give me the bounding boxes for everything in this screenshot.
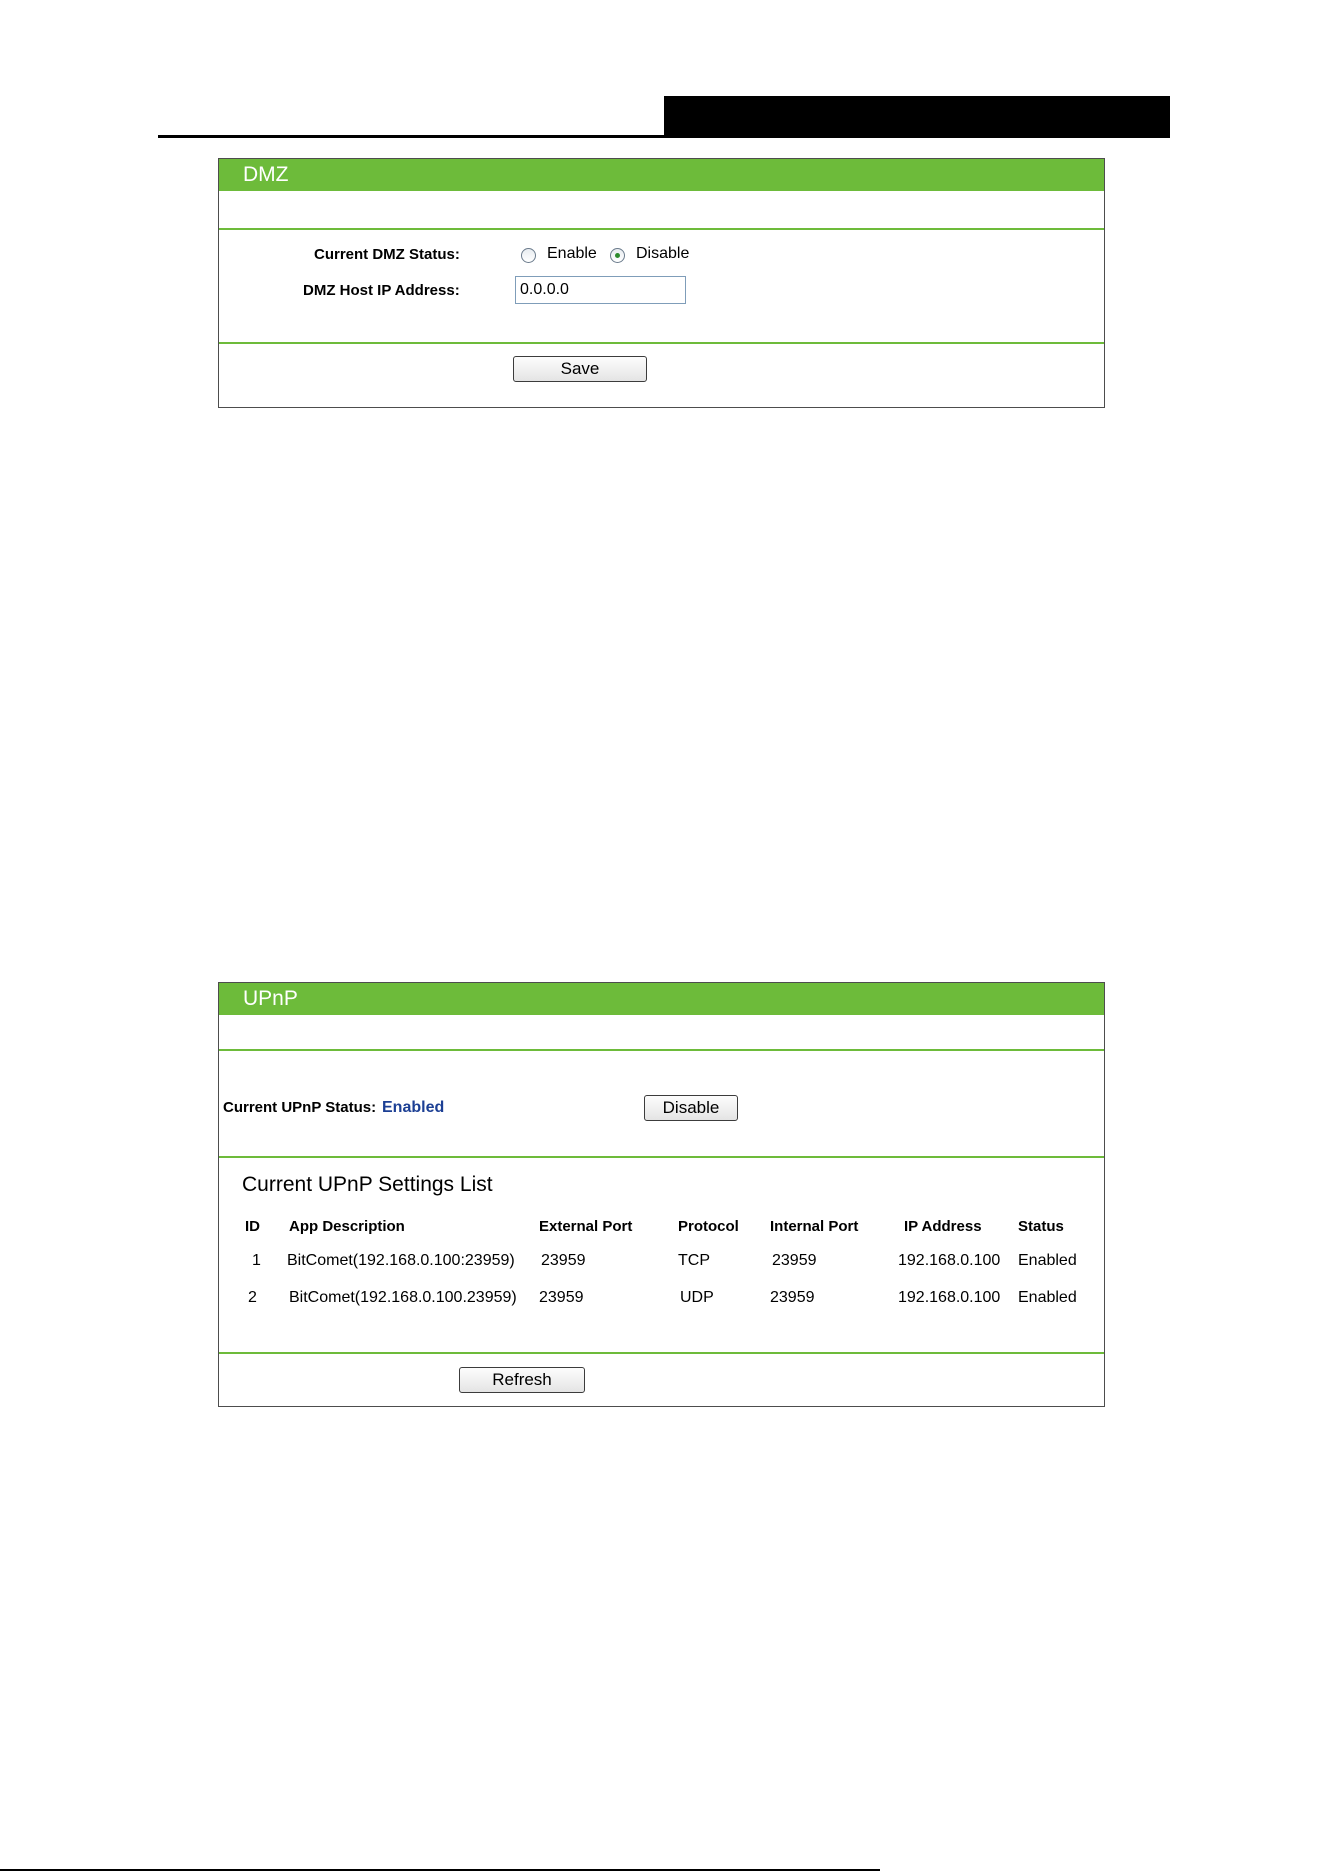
table-cell-ip-address: 192.168.0.100 (898, 1252, 1001, 1269)
col-header-ip-address: IP Address (904, 1218, 982, 1235)
divider (219, 1352, 1104, 1354)
table-cell-status: Enabled (1018, 1289, 1077, 1306)
col-header-id: ID (245, 1218, 260, 1235)
table-cell-status: Enabled (1018, 1252, 1077, 1269)
save-button[interactable]: Save (513, 356, 647, 382)
divider (219, 1156, 1104, 1158)
table-cell-app-description: BitComet(192.168.0.100:23959) (287, 1252, 515, 1269)
dmz-status-label: Current DMZ Status: (314, 246, 460, 263)
divider (219, 342, 1104, 344)
upnp-disable-button[interactable]: Disable (644, 1095, 738, 1121)
dmz-disable-label[interactable]: Disable (636, 245, 690, 262)
col-header-external-port: External Port (539, 1218, 633, 1235)
page-header-rule (158, 135, 1170, 138)
dmz-panel (218, 158, 1105, 408)
upnp-panel (218, 982, 1105, 1407)
page-footer-rule (0, 1869, 880, 1871)
divider (219, 228, 1104, 230)
table-cell-ip-address: 192.168.0.100 (898, 1289, 1001, 1306)
dmz-disable-radio[interactable] (610, 248, 625, 263)
refresh-button[interactable]: Refresh (459, 1367, 585, 1393)
dmz-enable-radio[interactable] (521, 248, 536, 263)
upnp-panel-title: UPnP (219, 983, 1104, 1015)
table-cell-id: 1 (252, 1252, 261, 1269)
table-cell-protocol: TCP (678, 1252, 710, 1269)
col-header-app-description: App Description (289, 1218, 405, 1235)
table-cell-internal-port: 23959 (770, 1289, 815, 1306)
dmz-host-ip-label: DMZ Host IP Address: (303, 282, 460, 299)
col-header-protocol: Protocol (678, 1218, 739, 1235)
table-cell-external-port: 23959 (541, 1252, 586, 1269)
table-cell-app-description: BitComet(192.168.0.100.23959) (289, 1289, 517, 1306)
table-cell-external-port: 23959 (539, 1289, 584, 1306)
col-header-internal-port: Internal Port (770, 1218, 859, 1235)
divider (219, 1049, 1104, 1051)
table-cell-id: 2 (248, 1289, 257, 1306)
upnp-status-value: Enabled (382, 1099, 445, 1116)
page-header-block (664, 96, 1170, 138)
dmz-enable-label[interactable]: Enable (547, 245, 597, 262)
upnp-status-label: Current UPnP Status: (223, 1099, 377, 1116)
col-header-status: Status (1018, 1218, 1064, 1235)
dmz-panel-title: DMZ (219, 159, 1104, 191)
upnp-settings-list-title: Current UPnP Settings List (242, 1173, 493, 1196)
dmz-host-ip-input[interactable]: 0.0.0.0 (515, 276, 686, 304)
table-cell-internal-port: 23959 (772, 1252, 817, 1269)
table-cell-protocol: UDP (680, 1289, 714, 1306)
